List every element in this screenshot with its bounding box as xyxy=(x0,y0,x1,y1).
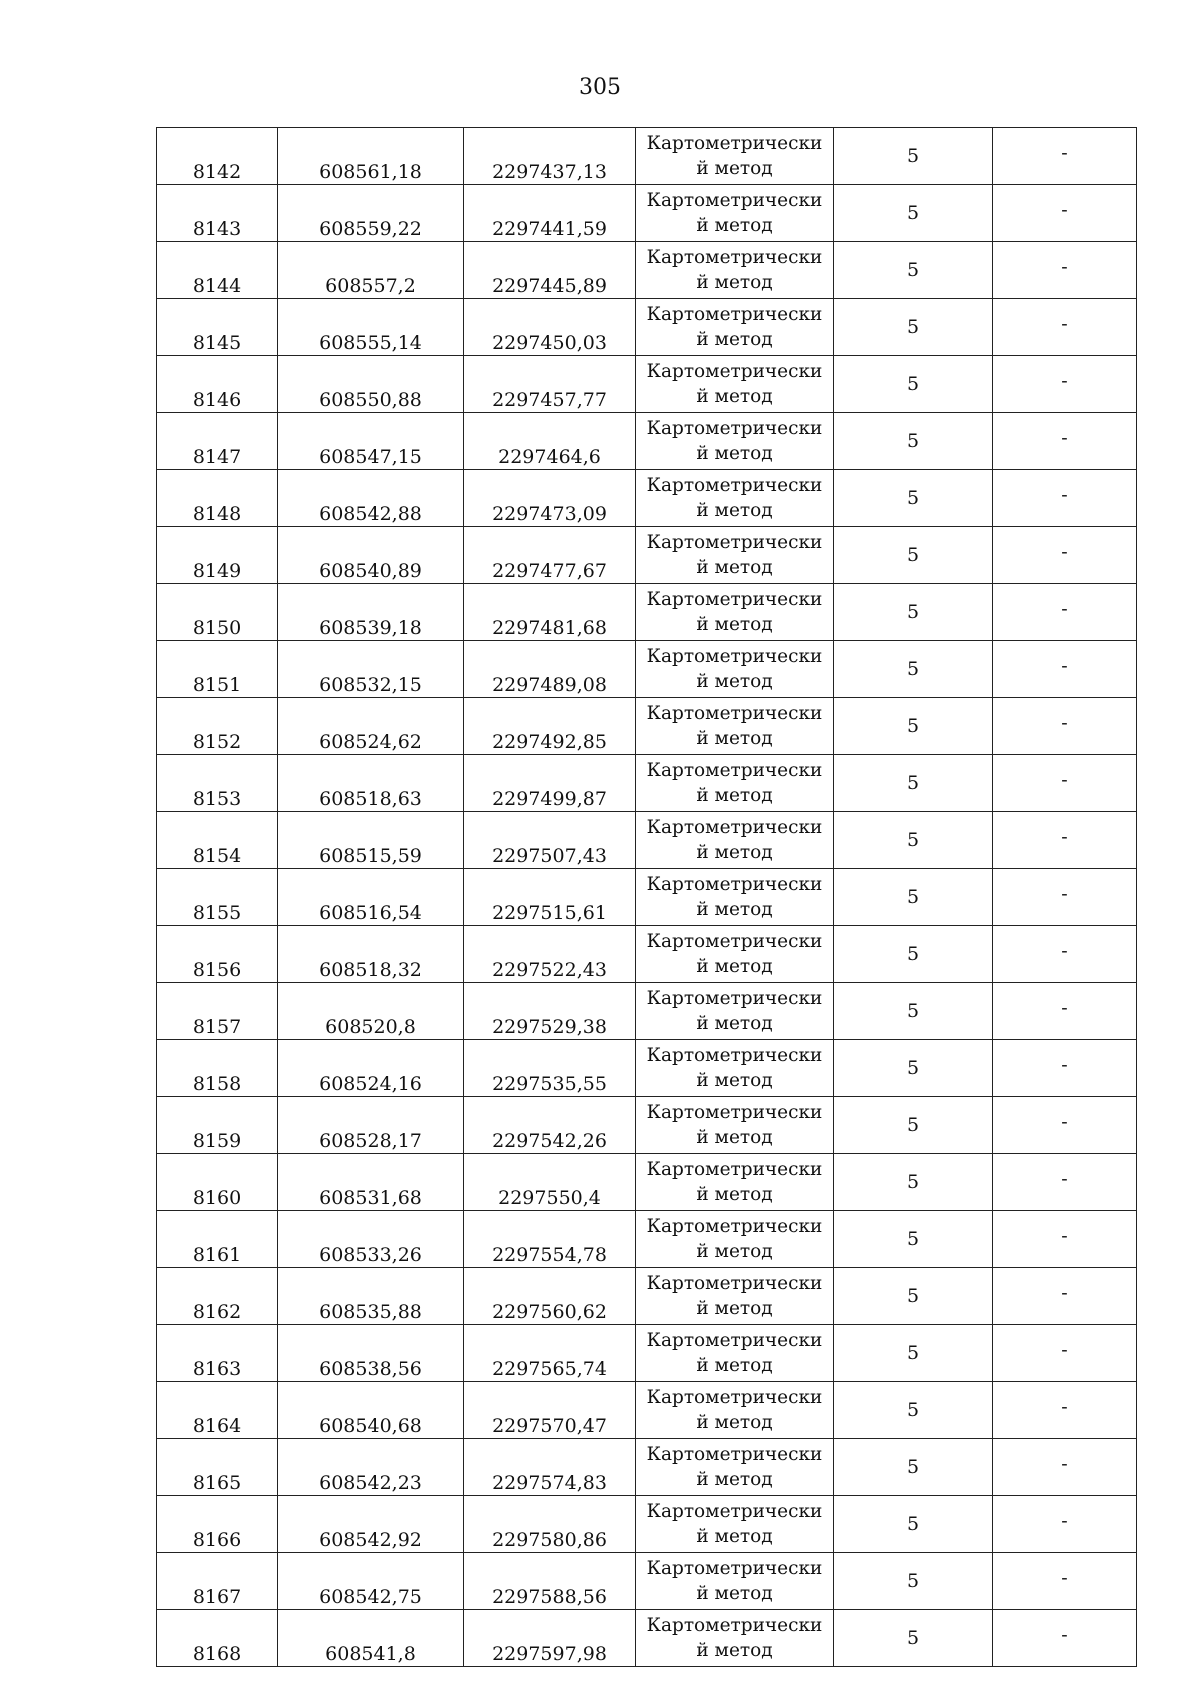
table-row xyxy=(157,584,1137,641)
method-text-line-2: й метод xyxy=(696,842,773,863)
method-text-line-2: й метод xyxy=(696,329,773,350)
method-cell xyxy=(636,356,834,413)
accuracy-cell: 5 xyxy=(834,584,993,641)
method-cell xyxy=(636,1325,834,1382)
table-body xyxy=(157,128,1137,1667)
note-cell: - xyxy=(993,470,1137,527)
table-row xyxy=(157,413,1137,470)
method-text-line-1: Картометрически xyxy=(646,1558,823,1579)
x-coordinate-cell: 608520,8 xyxy=(278,983,464,1040)
table-row xyxy=(157,1382,1137,1439)
method-text-line-1: Картометрически xyxy=(646,646,823,667)
method-cell xyxy=(636,470,834,527)
note-cell: - xyxy=(993,356,1137,413)
method-text-line-1: Картометрически xyxy=(646,589,823,610)
y-coordinate-cell: 2297542,26 xyxy=(464,1097,636,1154)
note-cell: - xyxy=(993,1040,1137,1097)
method-cell xyxy=(636,698,834,755)
y-coordinate-cell: 2297597,98 xyxy=(464,1610,636,1667)
method-text-line-1: Картометрически xyxy=(646,304,823,325)
method-text-line-2: й метод xyxy=(696,443,773,464)
method-cell xyxy=(636,584,834,641)
y-coordinate-cell: 2297574,83 xyxy=(464,1439,636,1496)
note-cell: - xyxy=(993,1382,1137,1439)
point-number-cell: 8145 xyxy=(157,299,278,356)
method-cell xyxy=(636,413,834,470)
point-number-cell: 8142 xyxy=(157,128,278,185)
x-coordinate-cell: 608542,92 xyxy=(278,1496,464,1553)
x-coordinate-cell: 608555,14 xyxy=(278,299,464,356)
method-cell xyxy=(636,527,834,584)
point-number-cell: 8150 xyxy=(157,584,278,641)
accuracy-cell: 5 xyxy=(834,755,993,812)
table-row xyxy=(157,470,1137,527)
method-text-line-1: Картометрически xyxy=(646,874,823,895)
y-coordinate-cell: 2297477,67 xyxy=(464,527,636,584)
table-row xyxy=(157,812,1137,869)
accuracy-cell: 5 xyxy=(834,641,993,698)
point-number-cell: 8159 xyxy=(157,1097,278,1154)
note-cell: - xyxy=(993,1154,1137,1211)
y-coordinate-cell: 2297535,55 xyxy=(464,1040,636,1097)
x-coordinate-cell: 608557,2 xyxy=(278,242,464,299)
y-coordinate-cell: 2297515,61 xyxy=(464,869,636,926)
table-row xyxy=(157,242,1137,299)
point-number-cell: 8165 xyxy=(157,1439,278,1496)
table-row xyxy=(157,185,1137,242)
note-cell: - xyxy=(993,413,1137,470)
method-text-line-1: Картометрически xyxy=(646,1615,823,1636)
point-number-cell: 8152 xyxy=(157,698,278,755)
x-coordinate-cell: 608540,68 xyxy=(278,1382,464,1439)
method-text-line-2: й метод xyxy=(696,215,773,236)
method-text-line-2: й метод xyxy=(696,1184,773,1205)
table-row xyxy=(157,755,1137,812)
method-cell xyxy=(636,1610,834,1667)
y-coordinate-cell: 2297588,56 xyxy=(464,1553,636,1610)
table-row xyxy=(157,1610,1137,1667)
x-coordinate-cell: 608516,54 xyxy=(278,869,464,926)
accuracy-cell: 5 xyxy=(834,983,993,1040)
point-number-cell: 8147 xyxy=(157,413,278,470)
point-number-cell: 8155 xyxy=(157,869,278,926)
method-text-line-2: й метод xyxy=(696,785,773,806)
table-row xyxy=(157,1325,1137,1382)
table-row xyxy=(157,299,1137,356)
method-text-line-2: й метод xyxy=(696,1298,773,1319)
method-text-line-2: й метод xyxy=(696,1412,773,1433)
table-row xyxy=(157,698,1137,755)
method-text-line-1: Картометрически xyxy=(646,1045,823,1066)
method-text-line-2: й метод xyxy=(696,1013,773,1034)
point-number-cell: 8163 xyxy=(157,1325,278,1382)
x-coordinate-cell: 608540,89 xyxy=(278,527,464,584)
method-cell xyxy=(636,1097,834,1154)
y-coordinate-cell: 2297492,85 xyxy=(464,698,636,755)
point-number-cell: 8160 xyxy=(157,1154,278,1211)
accuracy-cell: 5 xyxy=(834,470,993,527)
accuracy-cell: 5 xyxy=(834,1040,993,1097)
x-coordinate-cell: 608542,88 xyxy=(278,470,464,527)
x-coordinate-cell: 608561,18 xyxy=(278,128,464,185)
y-coordinate-cell: 2297499,87 xyxy=(464,755,636,812)
method-cell xyxy=(636,926,834,983)
point-number-cell: 8149 xyxy=(157,527,278,584)
accuracy-cell: 5 xyxy=(834,1154,993,1211)
method-cell xyxy=(636,1040,834,1097)
y-coordinate-cell: 2297570,47 xyxy=(464,1382,636,1439)
x-coordinate-cell: 608535,88 xyxy=(278,1268,464,1325)
method-text-line-2: й метод xyxy=(696,158,773,179)
method-text-line-2: й метод xyxy=(696,1241,773,1262)
point-number-cell: 8148 xyxy=(157,470,278,527)
note-cell: - xyxy=(993,1268,1137,1325)
table-row xyxy=(157,1154,1137,1211)
y-coordinate-cell: 2297507,43 xyxy=(464,812,636,869)
note-cell: - xyxy=(993,584,1137,641)
method-cell xyxy=(636,1211,834,1268)
x-coordinate-cell: 608524,62 xyxy=(278,698,464,755)
y-coordinate-cell: 2297522,43 xyxy=(464,926,636,983)
y-coordinate-cell: 2297481,68 xyxy=(464,584,636,641)
method-cell xyxy=(636,185,834,242)
point-number-cell: 8151 xyxy=(157,641,278,698)
table-row xyxy=(157,641,1137,698)
method-text-line-1: Картометрически xyxy=(646,760,823,781)
method-text-line-1: Картометрически xyxy=(646,1159,823,1180)
x-coordinate-cell: 608550,88 xyxy=(278,356,464,413)
note-cell: - xyxy=(993,1496,1137,1553)
table-row xyxy=(157,128,1137,185)
x-coordinate-cell: 608533,26 xyxy=(278,1211,464,1268)
accuracy-cell: 5 xyxy=(834,926,993,983)
method-text-line-1: Картометрически xyxy=(646,532,823,553)
x-coordinate-cell: 608518,32 xyxy=(278,926,464,983)
method-text-line-2: й метод xyxy=(696,1070,773,1091)
accuracy-cell: 5 xyxy=(834,299,993,356)
method-cell xyxy=(636,812,834,869)
x-coordinate-cell: 608538,56 xyxy=(278,1325,464,1382)
method-text-line-1: Картометрически xyxy=(646,703,823,724)
method-text-line-2: й метод xyxy=(696,1127,773,1148)
y-coordinate-cell: 2297445,89 xyxy=(464,242,636,299)
x-coordinate-cell: 608518,63 xyxy=(278,755,464,812)
note-cell: - xyxy=(993,755,1137,812)
method-text-line-2: й метод xyxy=(696,557,773,578)
point-number-cell: 8158 xyxy=(157,1040,278,1097)
point-number-cell: 8153 xyxy=(157,755,278,812)
table-row xyxy=(157,1211,1137,1268)
point-number-cell: 8144 xyxy=(157,242,278,299)
method-text-line-2: й метод xyxy=(696,728,773,749)
point-number-cell: 8156 xyxy=(157,926,278,983)
y-coordinate-cell: 2297464,6 xyxy=(464,413,636,470)
method-cell xyxy=(636,755,834,812)
note-cell: - xyxy=(993,299,1137,356)
method-text-line-2: й метод xyxy=(696,1526,773,1547)
method-cell xyxy=(636,299,834,356)
method-text-line-1: Картометрически xyxy=(646,931,823,952)
method-cell xyxy=(636,1382,834,1439)
x-coordinate-cell: 608532,15 xyxy=(278,641,464,698)
method-cell xyxy=(636,869,834,926)
method-text-line-1: Картометрически xyxy=(646,1330,823,1351)
note-cell: - xyxy=(993,812,1137,869)
table-row xyxy=(157,1268,1137,1325)
x-coordinate-cell: 608528,17 xyxy=(278,1097,464,1154)
method-text-line-2: й метод xyxy=(696,386,773,407)
method-text-line-2: й метод xyxy=(696,956,773,977)
y-coordinate-cell: 2297560,62 xyxy=(464,1268,636,1325)
method-text-line-2: й метод xyxy=(696,272,773,293)
table-row xyxy=(157,1040,1137,1097)
note-cell: - xyxy=(993,242,1137,299)
table-row xyxy=(157,356,1137,413)
note-cell: - xyxy=(993,1097,1137,1154)
method-text-line-2: й метод xyxy=(696,1583,773,1604)
accuracy-cell: 5 xyxy=(834,1211,993,1268)
table-row xyxy=(157,1496,1137,1553)
accuracy-cell: 5 xyxy=(834,812,993,869)
note-cell: - xyxy=(993,1610,1137,1667)
method-text-line-1: Картометрически xyxy=(646,1444,823,1465)
accuracy-cell: 5 xyxy=(834,1097,993,1154)
method-text-line-1: Картометрически xyxy=(646,1501,823,1522)
method-text-line-1: Картометрически xyxy=(646,1216,823,1237)
method-text-line-2: й метод xyxy=(696,1355,773,1376)
method-cell xyxy=(636,242,834,299)
note-cell: - xyxy=(993,1211,1137,1268)
accuracy-cell: 5 xyxy=(834,1496,993,1553)
method-cell xyxy=(636,1553,834,1610)
note-cell: - xyxy=(993,1325,1137,1382)
coordinates-table xyxy=(156,127,1137,1667)
point-number-cell: 8164 xyxy=(157,1382,278,1439)
table-row xyxy=(157,869,1137,926)
method-text-line-1: Картометрически xyxy=(646,988,823,1009)
accuracy-cell: 5 xyxy=(834,185,993,242)
y-coordinate-cell: 2297580,86 xyxy=(464,1496,636,1553)
method-text-line-1: Картометрически xyxy=(646,133,823,154)
table-row xyxy=(157,527,1137,584)
accuracy-cell: 5 xyxy=(834,1439,993,1496)
accuracy-cell: 5 xyxy=(834,242,993,299)
x-coordinate-cell: 608542,75 xyxy=(278,1553,464,1610)
accuracy-cell: 5 xyxy=(834,1268,993,1325)
accuracy-cell: 5 xyxy=(834,1553,993,1610)
method-text-line-2: й метод xyxy=(696,899,773,920)
method-text-line-1: Картометрически xyxy=(646,475,823,496)
page-number: 305 xyxy=(579,75,621,100)
x-coordinate-cell: 608531,68 xyxy=(278,1154,464,1211)
table-row xyxy=(157,1553,1137,1610)
point-number-cell: 8167 xyxy=(157,1553,278,1610)
x-coordinate-cell: 608542,23 xyxy=(278,1439,464,1496)
note-cell: - xyxy=(993,641,1137,698)
accuracy-cell: 5 xyxy=(834,128,993,185)
x-coordinate-cell: 608539,18 xyxy=(278,584,464,641)
point-number-cell: 8168 xyxy=(157,1610,278,1667)
accuracy-cell: 5 xyxy=(834,1325,993,1382)
y-coordinate-cell: 2297565,74 xyxy=(464,1325,636,1382)
method-cell xyxy=(636,1439,834,1496)
point-number-cell: 8166 xyxy=(157,1496,278,1553)
y-coordinate-cell: 2297473,09 xyxy=(464,470,636,527)
table-row xyxy=(157,983,1137,1040)
method-cell xyxy=(636,128,834,185)
y-coordinate-cell: 2297529,38 xyxy=(464,983,636,1040)
x-coordinate-cell: 608547,15 xyxy=(278,413,464,470)
x-coordinate-cell: 608515,59 xyxy=(278,812,464,869)
method-text-line-1: Картометрически xyxy=(646,1273,823,1294)
method-cell xyxy=(636,1154,834,1211)
x-coordinate-cell: 608524,16 xyxy=(278,1040,464,1097)
method-text-line-2: й метод xyxy=(696,500,773,521)
method-text-line-2: й метод xyxy=(696,1469,773,1490)
accuracy-cell: 5 xyxy=(834,413,993,470)
point-number-cell: 8162 xyxy=(157,1268,278,1325)
accuracy-cell: 5 xyxy=(834,698,993,755)
y-coordinate-cell: 2297437,13 xyxy=(464,128,636,185)
accuracy-cell: 5 xyxy=(834,356,993,413)
table-row xyxy=(157,1439,1137,1496)
method-text-line-1: Картометрически xyxy=(646,1102,823,1123)
method-cell xyxy=(636,983,834,1040)
method-cell xyxy=(636,641,834,698)
point-number-cell: 8143 xyxy=(157,185,278,242)
table-row xyxy=(157,1097,1137,1154)
method-cell xyxy=(636,1268,834,1325)
method-text-line-2: й метод xyxy=(696,1640,773,1661)
method-text-line-1: Картометрически xyxy=(646,190,823,211)
method-cell xyxy=(636,1496,834,1553)
y-coordinate-cell: 2297450,03 xyxy=(464,299,636,356)
note-cell: - xyxy=(993,1439,1137,1496)
x-coordinate-cell: 608541,8 xyxy=(278,1610,464,1667)
y-coordinate-cell: 2297550,4 xyxy=(464,1154,636,1211)
point-number-cell: 8146 xyxy=(157,356,278,413)
accuracy-cell: 5 xyxy=(834,869,993,926)
point-number-cell: 8157 xyxy=(157,983,278,1040)
y-coordinate-cell: 2297441,59 xyxy=(464,185,636,242)
note-cell: - xyxy=(993,128,1137,185)
method-text-line-1: Картометрически xyxy=(646,418,823,439)
table-row xyxy=(157,926,1137,983)
method-text-line-2: й метод xyxy=(696,614,773,635)
note-cell: - xyxy=(993,185,1137,242)
method-text-line-1: Картометрически xyxy=(646,361,823,382)
method-text-line-2: й метод xyxy=(696,671,773,692)
y-coordinate-cell: 2297554,78 xyxy=(464,1211,636,1268)
note-cell: - xyxy=(993,698,1137,755)
y-coordinate-cell: 2297489,08 xyxy=(464,641,636,698)
y-coordinate-cell: 2297457,77 xyxy=(464,356,636,413)
note-cell: - xyxy=(993,926,1137,983)
method-text-line-1: Картометрически xyxy=(646,817,823,838)
x-coordinate-cell: 608559,22 xyxy=(278,185,464,242)
note-cell: - xyxy=(993,869,1137,926)
accuracy-cell: 5 xyxy=(834,1610,993,1667)
accuracy-cell: 5 xyxy=(834,1382,993,1439)
note-cell: - xyxy=(993,527,1137,584)
point-number-cell: 8154 xyxy=(157,812,278,869)
method-text-line-1: Картометрически xyxy=(646,1387,823,1408)
note-cell: - xyxy=(993,1553,1137,1610)
note-cell: - xyxy=(993,983,1137,1040)
point-number-cell: 8161 xyxy=(157,1211,278,1268)
method-text-line-1: Картометрически xyxy=(646,247,823,268)
accuracy-cell: 5 xyxy=(834,527,993,584)
